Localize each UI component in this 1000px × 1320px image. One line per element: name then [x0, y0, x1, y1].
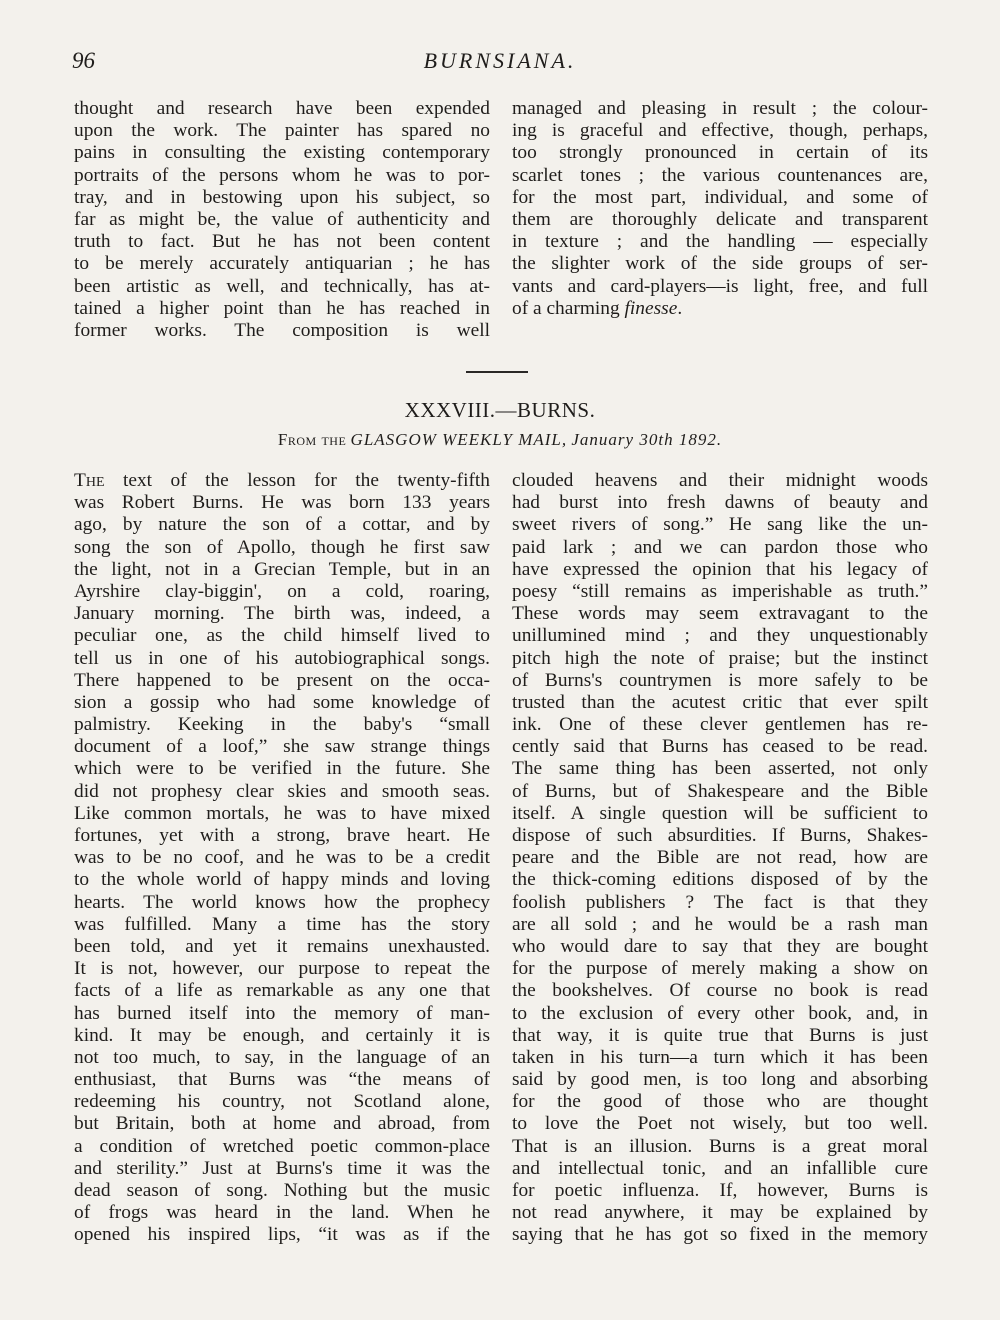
italic-word: finesse: [624, 297, 678, 319]
text-line: There happened to be present on the occa-: [74, 669, 490, 691]
source-prefix: From the: [277, 430, 347, 449]
text-line: Like common mortals, he was to have mixed: [74, 802, 490, 824]
text-line: truth to fact. But he has not been content: [74, 231, 490, 253]
text-line: was to be no coof, and he was to be a credit: [74, 847, 490, 869]
text-line: are all sold ; and he would be a rash man: [512, 913, 928, 935]
section-divider: [466, 371, 528, 373]
text-line: and sterility.” Just at Burns's time it was the: [74, 1157, 490, 1179]
text-line: the slighter work of the side groups of ser-: [512, 253, 928, 275]
text-line: tained a higher point than he has reached in: [74, 297, 490, 319]
text-line: document of a loof,” she saw strange things: [74, 736, 490, 758]
text-line: [512, 298, 928, 320]
text-line: them are thoroughly delicate and transparent: [512, 208, 928, 230]
text-line: foolish publishers ? The fact is that they: [512, 891, 928, 913]
lead-word: The: [74, 470, 105, 491]
text-line: sweet rivers of song.” He sang like the un-: [512, 514, 928, 536]
text-line: peculiar one, as the child himself lived to: [74, 625, 490, 647]
text-line: dispose of such absurdities. If Burns, Shakes-: [512, 825, 928, 846]
section-title: XXXVIII.—BURNS.: [404, 398, 596, 422]
text-line: did not prophesy clear skies and smooth seas.: [74, 780, 490, 802]
text-line: tell us in one of his autobiographical songs.: [74, 647, 490, 669]
lead-line-rest: text of the lesson for the twenty-fifth: [104, 470, 490, 491]
text-line: pitch high the note of praise; but the instinct: [512, 647, 928, 669]
text-line: of frogs was heard in the land. When he: [74, 1202, 490, 1224]
page-number: 96: [72, 48, 95, 73]
text-line: sion a gossip who had some knowledge of: [74, 691, 490, 713]
top-right-column: [512, 98, 928, 320]
text-line: of Burns's countrymen is more safely to be: [512, 669, 928, 691]
text-line: dead season of song. Nothing but the music: [74, 1180, 490, 1201]
text-line: managed and pleasing in result ; the colour-: [512, 98, 928, 119]
text-line: ago, by nature the son of a cottar, and by: [74, 514, 490, 536]
running-title: BURNSIANA.: [423, 48, 577, 73]
text-line: Ayrshire clay-biggin', on a cold, roaring,: [74, 580, 490, 602]
text-line: taken in his turn—a turn which it has been: [512, 1046, 928, 1068]
text-line: of Burns, but of Shakespeare and the Bible: [512, 780, 928, 802]
text-line: the light, not in a Grecian Temple, but in an: [74, 558, 490, 580]
text-line: hearts. The world knows how the prophecy: [74, 891, 490, 913]
text-line: in texture ; and the handling — especially: [512, 231, 928, 253]
text-line: redeeming his country, not Scotland alone,: [74, 1091, 490, 1113]
text-line: have expressed the opinion that his legacy of: [512, 558, 928, 580]
text-line: was Robert Burns. He was born 133 years: [74, 492, 490, 514]
text-line: a condition of wretched poetic common-place: [74, 1135, 490, 1157]
text-line: opened his inspired lips, “it was as if the: [74, 1224, 490, 1246]
text-line: not too much, to say, in the language of an: [74, 1046, 490, 1068]
text-line: former works. The composition is well: [74, 319, 490, 341]
text-line: cently said that Burns has ceased to be read.: [512, 736, 928, 758]
text-line: for the good of those who are thought: [512, 1091, 928, 1113]
text-line: was fulfilled. Many a time has the story: [74, 913, 490, 935]
text-line: peare and the Bible are not read, how are: [512, 847, 928, 869]
text-line: enthusiast, that Burns was “the means of: [74, 1069, 490, 1091]
running-head: [72, 48, 928, 78]
text-line: had burst into fresh dawns of beauty and: [512, 492, 928, 514]
text-line: the bookshelves. Of course no book is read: [512, 980, 928, 1002]
text-line: clouded heavens and their midnight woods: [512, 470, 928, 491]
body-left-column: [74, 470, 490, 1247]
text-line: fortunes, yet with a strong, brave heart. He: [74, 825, 490, 846]
text-line: to love the Poet not wisely, but too well.: [512, 1113, 928, 1135]
text-line: [74, 470, 490, 492]
body-right-column: [512, 470, 928, 1247]
text-line: scarlet tones ; the various countenances are,: [512, 164, 928, 186]
text-line: ink. One of these clever gentlemen has re-: [512, 714, 928, 736]
text-line: tray, and in bestowing upon his subject, so: [74, 186, 490, 208]
text-line: been artistic as well, and technically, has at-: [74, 275, 490, 297]
text-line: too strongly pronounced in certain of its: [512, 142, 928, 164]
source-line: [72, 430, 928, 450]
text-line: These words may seem extravagant to the: [512, 603, 928, 625]
text-line: song the son of Apollo, though he first saw: [74, 536, 490, 558]
text-line: for the purpose of merely making a show on: [512, 958, 928, 980]
text-line: the thick-coming editions disposed of by the: [512, 869, 928, 891]
text-line: not read anywhere, it may be explained by: [512, 1202, 928, 1224]
text-line: to the whole world of happy minds and loving: [74, 869, 490, 891]
text-line: has burned itself into the memory of man-: [74, 1002, 490, 1024]
text-fragment: .: [677, 297, 683, 319]
text-line: It is not, however, our purpose to repeat the: [74, 958, 490, 980]
text-line: That is an illusion. Burns is a great moral: [512, 1135, 928, 1157]
text-line: portraits of the persons whom he was to por-: [74, 164, 490, 186]
text-line: which were to be verified in the future. She: [74, 758, 490, 780]
text-line: been told, and yet it remains unexhausted.: [74, 935, 490, 957]
text-line: facts of a life as remarkable as any one that: [74, 980, 490, 1002]
text-line: poesy “still remains as imperishable as truth.”: [512, 580, 928, 602]
text-line: trusted than the acutest critic that ever spilt: [512, 691, 928, 713]
text-line: far as might be, the value of authenticity and: [74, 208, 490, 230]
text-fragment: of a charming: [512, 297, 625, 319]
text-line: saying that he has got so fixed in the memory: [512, 1224, 928, 1246]
source-paper: GLASGOW WEEKLY MAIL,: [350, 430, 568, 449]
text-line: who would dare to say that they are bought: [512, 935, 928, 957]
text-line: to be merely accurately antiquarian ; he has: [74, 253, 490, 275]
text-line: thought and research have been expended: [74, 98, 490, 119]
text-line: but Britain, both at home and abroad, from: [74, 1113, 490, 1135]
text-line: ing is graceful and effective, though, perhaps,: [512, 120, 928, 142]
text-line: said by good men, is too long and absorbing: [512, 1069, 928, 1091]
text-line: January morning. The birth was, indeed, a: [74, 603, 490, 625]
text-line: for poetic influenza. If, however, Burns is: [512, 1180, 928, 1201]
text-line: to the exclusion of every other book, and, in: [512, 1002, 928, 1024]
text-line: The same thing has been asserted, not only: [512, 758, 928, 780]
text-line: paid lark ; and we can pardon those who: [512, 536, 928, 558]
text-line: pains in consulting the existing contemporary: [74, 142, 490, 164]
text-line: upon the work. The painter has spared no: [74, 120, 490, 142]
text-line: palmistry. Keeking in the baby's “small: [74, 714, 490, 736]
text-line: kind. It may be enough, and certainly it is: [74, 1024, 490, 1046]
source-date: January 30th 1892.: [571, 430, 723, 449]
text-line: that way, it is quite true that Burns is just: [512, 1024, 928, 1046]
text-line: unillumined mind ; and they unquestionably: [512, 625, 928, 647]
text-line: vants and card-players—is light, free, and full: [512, 275, 928, 297]
top-left-column: [74, 98, 490, 342]
text-line: and intellectual tonic, and an infallible cure: [512, 1157, 928, 1179]
text-line: itself. A single question will be sufficient to: [512, 802, 928, 824]
text-line: for the most part, individual, and some of: [512, 186, 928, 208]
